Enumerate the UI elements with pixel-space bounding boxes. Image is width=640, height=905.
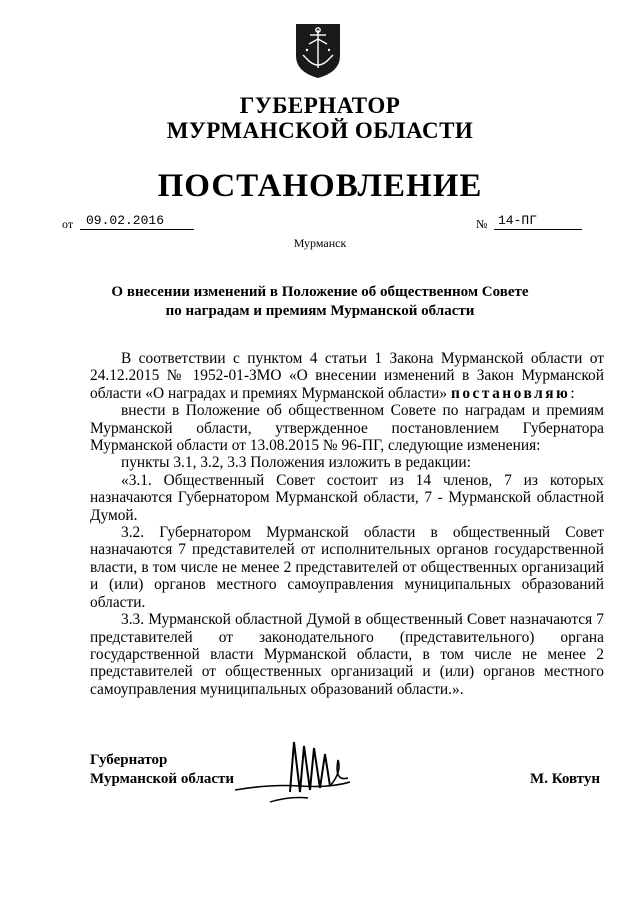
signatory-title-line1: Губернатор bbox=[90, 752, 168, 768]
subject-line2: по наградам и премиям Мурманской области bbox=[165, 303, 475, 319]
signatory-name: М. Ковтун bbox=[530, 771, 600, 787]
city-name: Мурманск bbox=[293, 236, 347, 250]
document-date: 09.02.2016 bbox=[80, 212, 194, 230]
date-prefix: от bbox=[62, 217, 74, 231]
document-subject bbox=[100, 283, 540, 321]
document-type-title: ПОСТАНОВЛЕНИЕ bbox=[157, 168, 483, 204]
body-paragraph-4: «3.1. Общественный Совет состоит из 14 членов, 7 из которых назначаются Губернатором Мурманской области, 7 - Мурманской областной Думой. bbox=[90, 471, 604, 524]
number-block bbox=[476, 213, 538, 232]
body-paragraph-6: 3.3. Мурманской областной Думой в общественный Совет назначаются 7 представителей от законодательного (представительного) органа государственной власти Мурманской области, в том числе не менее 2 представителей от общественных организаций и (или) органов местного самоуправления муниципальных образований области.». bbox=[90, 611, 604, 698]
document-number: 14-ПГ bbox=[494, 212, 582, 230]
p1-text: В соответствии с пунктом 4 статьи 1 Закона Мурманской области от 24.12.2015 № 1952-01-ЗМО «О внесении изменений в Закон Мурманской области «О наградах и премиях Мурманской области» bbox=[90, 350, 604, 402]
body-paragraph-1 bbox=[90, 350, 604, 402]
authority-title-line2: МУРМАНСКОЙ ОБЛАСТИ bbox=[166, 118, 474, 143]
body-paragraph-5: 3.2. Губернатором Мурманской области в общественный Совет назначаются 7 представителей от исполнительных органов государственной власти, в том числе не менее 2 представителей от общественных организаций и (или) органов местного самоуправления муниципальных образований области. bbox=[90, 524, 604, 611]
authority-title-line1: ГУБЕРНАТОР bbox=[239, 93, 401, 118]
document-body bbox=[90, 350, 604, 698]
subject-line1: О внесении изменений в Положение об общественном Совете bbox=[111, 284, 529, 300]
p1-decree-word: постановляю bbox=[450, 384, 571, 402]
handwritten-signature bbox=[230, 732, 360, 812]
body-paragraph-3: пункты 3.1, 3.2, 3.3 Положения изложить в редакции: bbox=[121, 454, 471, 472]
p1-colon: : bbox=[570, 384, 575, 402]
date-block bbox=[62, 213, 165, 232]
signature-block bbox=[90, 752, 600, 812]
coat-of-arms-emblem bbox=[293, 20, 343, 80]
body-paragraph-2: внести в Положение об общественном Совете по наградам и премиям Мурманской области, утвержденное постановлением Губернатора Мурманской области от 13.08.2015 № 96-ПГ, следующие изменения: bbox=[90, 402, 604, 455]
document-meta-row bbox=[0, 213, 640, 237]
signatory-title-line2: Мурманской области bbox=[90, 771, 235, 787]
number-prefix: № bbox=[476, 217, 488, 231]
